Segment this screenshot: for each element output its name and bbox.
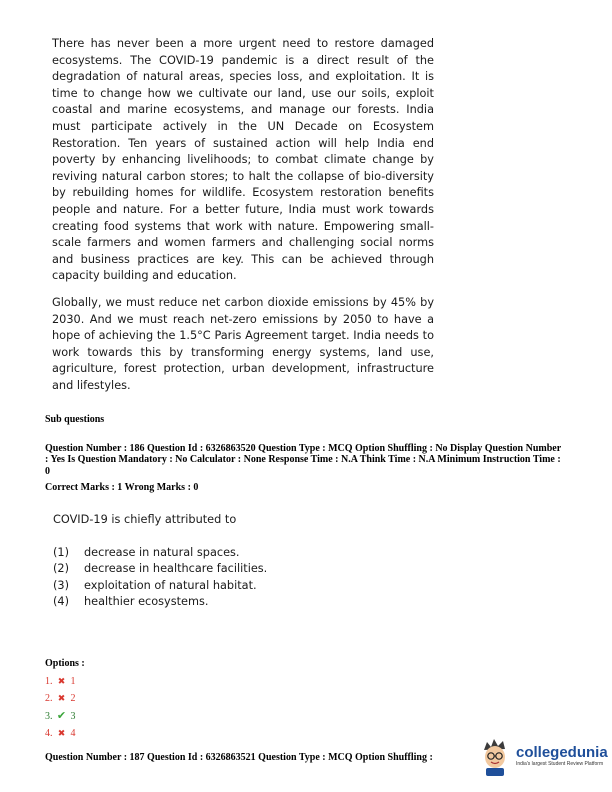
next-question-meta: Question Number : 187 Question Id : 6326863521 Question Type : MCQ Option Shuffling :: [45, 752, 433, 763]
choice-text: exploitation of natural habitat.: [84, 578, 257, 592]
option-index: 3.: [45, 710, 53, 722]
cross-icon: ✖: [57, 676, 66, 686]
option-index: 4.: [45, 727, 53, 739]
option-value: 2: [70, 693, 76, 705]
answer-choices: [53, 545, 267, 610]
question-text: COVID-19 is chiefly attributed to: [53, 513, 237, 526]
choice-number: (3): [53, 578, 70, 592]
choice-number: (1): [53, 546, 70, 559]
option-value: 4: [70, 727, 76, 739]
sub-questions-label: Sub questions: [45, 414, 105, 425]
passage-paragraph-1: There has never been a more urgent need to restore damaged ecosystems. The COVID-19 pandemic is a direct result of the degradation of natural areas, species loss, and exploitation. It is time to change how we cultivate our land, use our soils, exploit coastal and marine ecosystems, and manage our forests. India must participate actively in the UN Decade on Ecosystem Restoration. Ten years of sustained action will help India end poverty by enhancing livelihoods; to combat climate change by reviving natural carbon stores; to halt the collapse of bio-diversity by rebuilding homes for wildlife. Ecosystem restoration benefits people and nature. For a better future, India must work towards creating food systems that work with nature. Empowering small-scale farmers and women farmers and challenging social norms and business practices are key. This can be achieved through capacity building and education.: [52, 37, 434, 283]
option-row: [45, 690, 76, 707]
option-row: [45, 708, 76, 725]
question-meta: Question Number : 186 Question Id : 6326863520 Question Type : MCQ Option Shuffling : No Display Question Number : Yes Is Question Mandatory : No Calculator : None Response Time : N.A Think Time : N.A Minimum Instruction Time : 0: [45, 443, 561, 477]
checkmark-icon: ✔: [56, 709, 67, 722]
options-label: Options :: [45, 658, 85, 669]
cross-icon: ✖: [57, 693, 66, 704]
option-index: 2.: [45, 693, 53, 705]
option-value: 1: [70, 676, 76, 687]
choice-number: (4): [53, 594, 70, 608]
cross-icon: ✖: [57, 727, 66, 738]
choice-item: [53, 594, 267, 610]
option-row: [45, 673, 76, 690]
logo-tagline: India's largest Student Review Platform: [516, 760, 604, 767]
choice-text: decrease in natural spaces.: [84, 546, 240, 559]
option-row: [45, 725, 76, 742]
option-value: 3: [70, 710, 76, 722]
choice-item: [53, 578, 267, 594]
choice-text: decrease in healthcare facilities.: [84, 562, 268, 576]
choice-number: (2): [53, 562, 70, 576]
mascot-icon: [478, 736, 512, 776]
option-index: 1.: [45, 676, 53, 687]
choice-item: [53, 561, 267, 577]
passage-paragraph-2: Globally, we must reduce net carbon dioxide emissions by 45% by 2030. And we must reach net-zero emissions by 2050 to have a hope of achieving the 1.5°C Paris Agreement target. India needs to work towards this by transforming energy systems, land use, agriculture, forest protection, urban development, infrastructure and lifestyles.: [52, 295, 434, 392]
collegedunia-logo: [478, 734, 608, 778]
reading-passage: [52, 36, 434, 404]
options-list: [45, 673, 76, 742]
choice-item: [53, 545, 267, 561]
logo-brand: collegedunia: [516, 743, 608, 761]
choice-text: healthier ecosystems.: [84, 594, 209, 608]
marks-info: Correct Marks : 1 Wrong Marks : 0: [45, 482, 199, 493]
